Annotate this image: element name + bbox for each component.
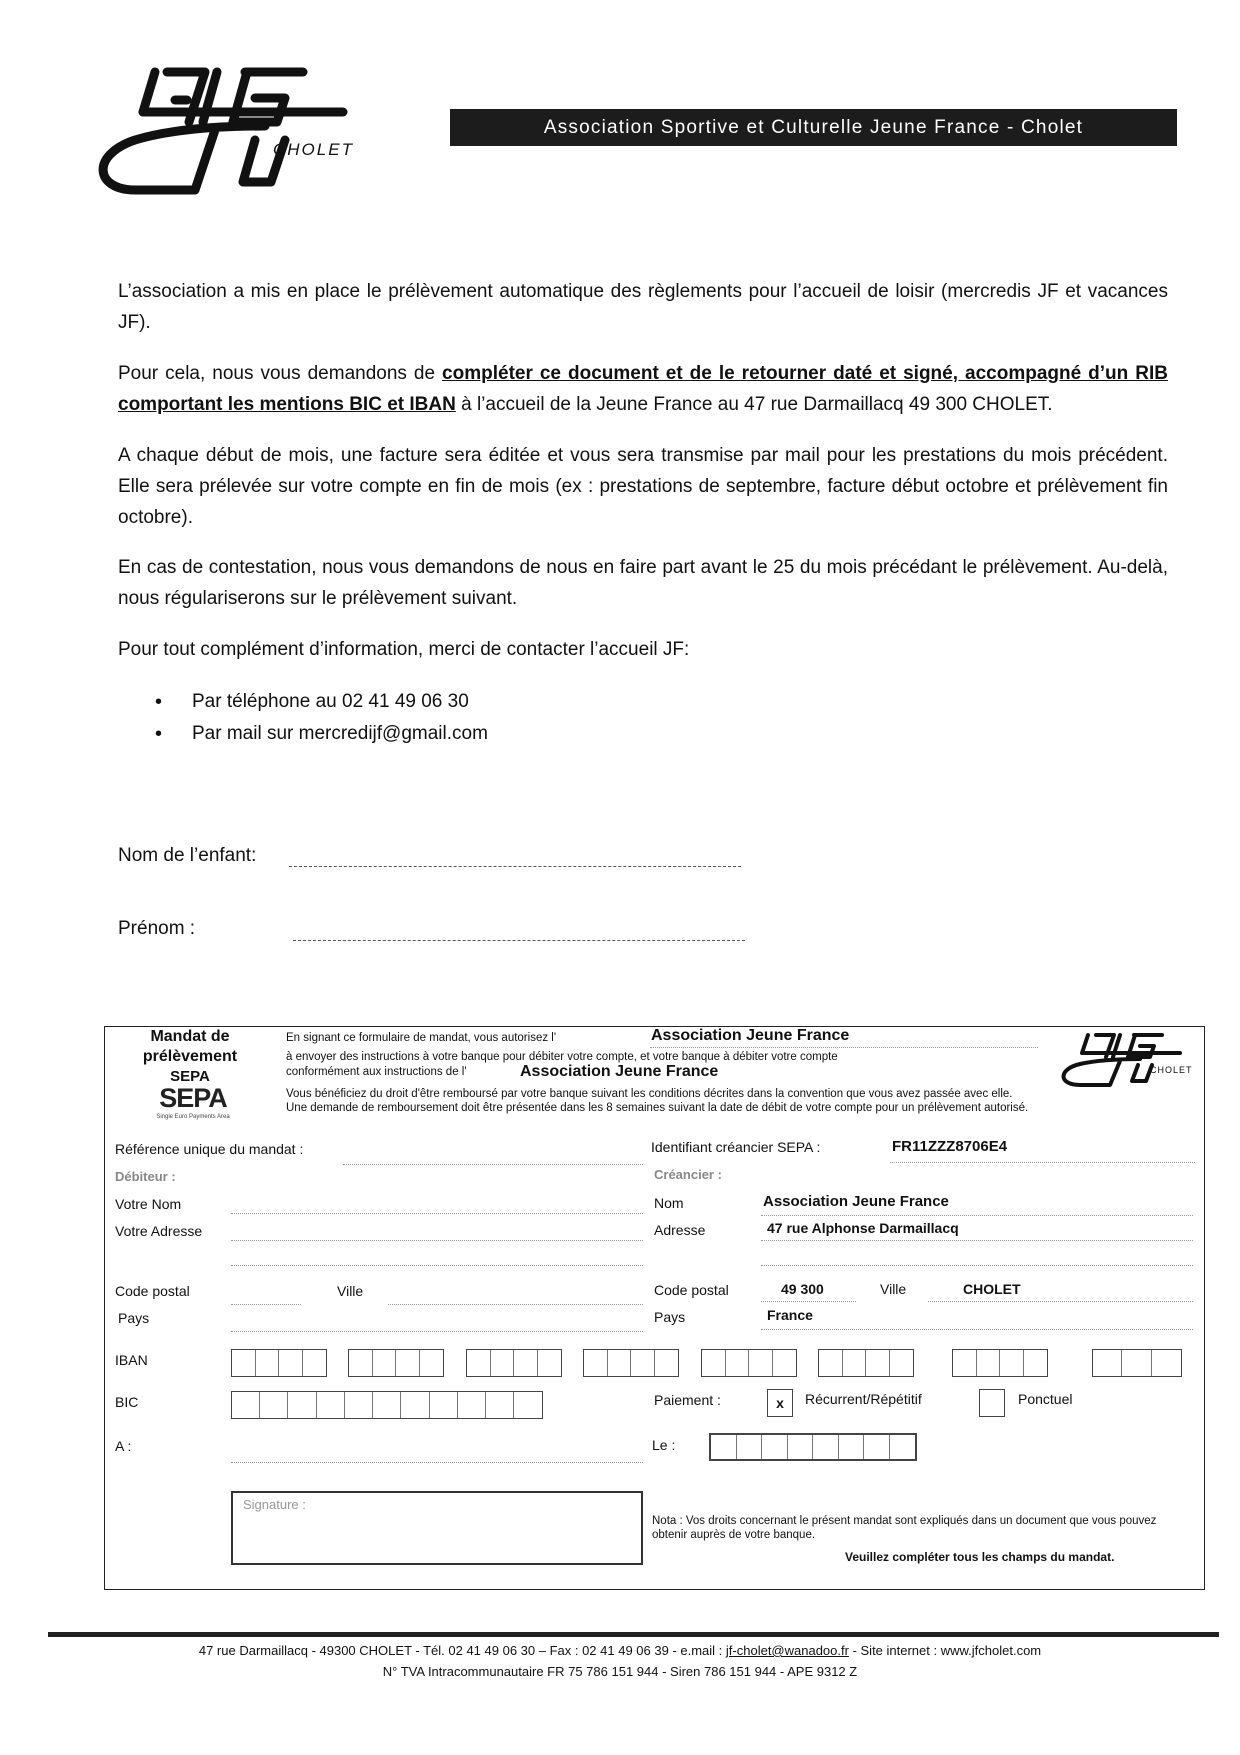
creditor-city-value: CHOLET bbox=[963, 1281, 1021, 1297]
iban-label: IBAN bbox=[115, 1352, 148, 1368]
creditor-country-label: Pays bbox=[654, 1309, 686, 1325]
iban-group-7[interactable] bbox=[952, 1349, 1048, 1377]
mandate-title-line2: prélèvement bbox=[142, 1048, 238, 1065]
iban-group-5[interactable] bbox=[701, 1349, 797, 1377]
debtor-address-field-2[interactable] bbox=[231, 1265, 643, 1266]
creditor-address-line-1 bbox=[761, 1240, 1193, 1241]
debtor-heading: Débiteur : bbox=[115, 1169, 176, 1184]
contact-list bbox=[155, 686, 488, 750]
creditor-id-line bbox=[890, 1162, 1195, 1163]
debtor-postal-label: Code postal bbox=[115, 1283, 190, 1299]
iban-group-1[interactable] bbox=[231, 1349, 327, 1377]
payment-label: Paiement : bbox=[654, 1392, 721, 1408]
debtor-postal-field[interactable] bbox=[231, 1304, 301, 1305]
iban-group-2[interactable] bbox=[348, 1349, 444, 1377]
auth-underline bbox=[650, 1047, 1038, 1048]
place-label: A : bbox=[115, 1438, 132, 1454]
debtor-name-field[interactable] bbox=[231, 1213, 643, 1214]
instruction-text-1: à envoyer des instructions à votre banque pour débiter votre compte, et votre banque à débiter votre compte bbox=[286, 1051, 838, 1063]
instruction-text-2: conformément aux instructions de l' bbox=[286, 1066, 467, 1078]
single-label: Ponctuel bbox=[1018, 1391, 1073, 1407]
creditor-address-label: Adresse bbox=[654, 1222, 706, 1238]
creditor-postal-label: Code postal bbox=[654, 1282, 729, 1298]
footer-email-link[interactable]: jf-cholet@wanadoo.fr bbox=[725, 1643, 849, 1658]
sepa-mandate-form bbox=[104, 1026, 1205, 1590]
child-firstname-label: Prénom : bbox=[118, 918, 196, 939]
child-name-field[interactable] bbox=[289, 866, 741, 867]
creditor-city-line bbox=[928, 1301, 1193, 1302]
note-text: Nota : Vos droits concernant le présent mandat sont expliqués dans un document que vous pouvez obtenir auprès de votre banque. bbox=[652, 1515, 1157, 1541]
creditor-name-line bbox=[761, 1215, 1193, 1216]
intro-paragraph-4: En cas de contestation, nous vous demandons de nous en faire part avant le 25 du mois précédant le prélèvement. Au-delà, nous régulariserons sur le prélèvement suivant. bbox=[118, 557, 1168, 609]
date-label: Le : bbox=[652, 1437, 676, 1453]
creditor-name-top: Association Jeune France bbox=[651, 1027, 850, 1044]
sepa-logo-sub: Single Euro Payments Area bbox=[156, 1114, 230, 1120]
child-name-label: Nom de l’enfant: bbox=[118, 845, 257, 866]
creditor-name-value: Association Jeune France bbox=[763, 1193, 949, 1210]
debtor-city-label: Ville bbox=[337, 1283, 364, 1299]
header-banner: Association Sportive et Culturelle Jeune France - Cholet bbox=[450, 109, 1177, 146]
date-field[interactable] bbox=[709, 1433, 917, 1461]
creditor-postal-line bbox=[761, 1301, 856, 1302]
footer-address: 47 rue Darmaillacq - 49300 CHOLET - Tél. 02 41 49 06 30 – Fax : 02 41 49 06 39 - e.mail : bbox=[198, 1643, 726, 1658]
creditor-name-label: Nom bbox=[654, 1195, 684, 1211]
p2-emphasis: compléter ce document et de le retourner daté et signé, accompagné d’un RIB comportant les mentions BIC et IBAN bbox=[118, 363, 1168, 415]
creditor-country-value: France bbox=[767, 1307, 813, 1323]
mandate-jf-logo bbox=[1058, 1029, 1193, 1089]
creditor-postal-value: 49 300 bbox=[781, 1281, 824, 1297]
debtor-address-label: Votre Adresse bbox=[115, 1223, 203, 1239]
p2-start: Pour cela, nous vous demandons de bbox=[118, 363, 443, 384]
iban-group-8[interactable] bbox=[1092, 1349, 1182, 1377]
ref-label: Référence unique du mandat : bbox=[115, 1141, 304, 1157]
footer-site: - Site internet : www.jfcholet.com bbox=[848, 1643, 1042, 1658]
jf-logo bbox=[95, 60, 385, 210]
intro-paragraph-1: L’association a mis en place le prélèvement automatique des règlements pour l’accueil de loisir (mercredis JF et vacances JF). bbox=[118, 281, 1168, 333]
footer-line-2: N° TVA Intracommunautaire FR 75 786 151 944 - Siren 786 151 944 - APE 9312 Z bbox=[382, 1664, 858, 1679]
intro-paragraph-5: Pour tout complément d’information, merci de contacter l’accueil JF: bbox=[118, 639, 690, 660]
creditor-heading: Créancier : bbox=[654, 1167, 722, 1182]
mandate-title bbox=[105, 1027, 275, 1087]
creditor-id-label: Identifiant créancier SEPA : bbox=[651, 1139, 821, 1155]
mandate-title-line1: Mandat de bbox=[150, 1028, 230, 1045]
contact-phone: • Par téléphone au 02 41 49 06 30 bbox=[155, 686, 488, 718]
mandate-title-line3: SEPA bbox=[170, 1068, 210, 1085]
iban-group-6[interactable] bbox=[818, 1349, 914, 1377]
creditor-country-line bbox=[761, 1329, 1193, 1330]
mandate-logo-city: CHOLET bbox=[1150, 1065, 1193, 1075]
bic-label: BIC bbox=[115, 1394, 139, 1410]
intro-paragraph-2 bbox=[118, 358, 1168, 420]
child-firstname-field[interactable] bbox=[293, 940, 745, 941]
ref-field[interactable] bbox=[343, 1164, 643, 1165]
auth-text: En signant ce formulaire de mandat, vous autorisez l' bbox=[286, 1032, 557, 1044]
creditor-name-second: Association Jeune France bbox=[520, 1063, 719, 1080]
rights-text: Vous bénéficiez du droit d'être remboursé par votre banque suivant les conditions décrites dans la convention que vous avez passée avec elle. Une demande de remboursement doit être présentée dans les 8 semaines suivant la date de débit de votre compte pour un prélèvement autorisé. bbox=[286, 1088, 1029, 1114]
signature-label: Signature : bbox=[243, 1497, 306, 1512]
bic-field[interactable] bbox=[231, 1391, 543, 1419]
creditor-address-value: 47 rue Alphonse Darmaillacq bbox=[767, 1220, 959, 1236]
debtor-city-field[interactable] bbox=[388, 1304, 643, 1305]
iban-group-4[interactable] bbox=[583, 1349, 679, 1377]
place-field[interactable] bbox=[231, 1462, 643, 1463]
intro-paragraph-3: A chaque début de mois, une facture sera éditée et vous sera transmise par mail pour les prestations du mois précédent. Elle sera prélevée sur votre compte en fin de mois (ex : prestations de septembre, facture début octobre et prélèvement fin octobre). bbox=[118, 445, 1168, 528]
recurrent-checkbox[interactable]: x bbox=[767, 1389, 793, 1417]
footer-rule bbox=[48, 1632, 1219, 1637]
recurrent-label: Récurrent/Répétitif bbox=[805, 1391, 922, 1407]
sepa-logo-text: SEPA bbox=[159, 1083, 227, 1113]
contact-email: • Par mail sur mercredijf@gmail.com bbox=[155, 718, 488, 750]
iban-group-3[interactable] bbox=[466, 1349, 562, 1377]
footer-line-1 bbox=[0, 1643, 1240, 1658]
creditor-id-value: FR11ZZZ8706E4 bbox=[892, 1138, 1008, 1155]
logo-city-text: CHOLET bbox=[273, 140, 354, 159]
single-checkbox[interactable] bbox=[979, 1389, 1005, 1417]
sepa-logo bbox=[153, 1083, 233, 1120]
debtor-name-label: Votre Nom bbox=[115, 1196, 182, 1212]
debtor-country-label: Pays bbox=[118, 1310, 150, 1326]
complete-all-notice: Veuillez compléter tous les champs du mandat. bbox=[845, 1550, 1115, 1564]
creditor-city-label: Ville bbox=[880, 1281, 907, 1297]
debtor-country-field[interactable] bbox=[231, 1331, 643, 1332]
debtor-address-field-1[interactable] bbox=[231, 1240, 643, 1241]
p2-end: à l’accueil de la Jeune France au 47 rue Darmaillacq 49 300 CHOLET. bbox=[455, 394, 1053, 415]
creditor-address-line-2 bbox=[761, 1265, 1193, 1266]
signature-box[interactable] bbox=[231, 1491, 643, 1565]
